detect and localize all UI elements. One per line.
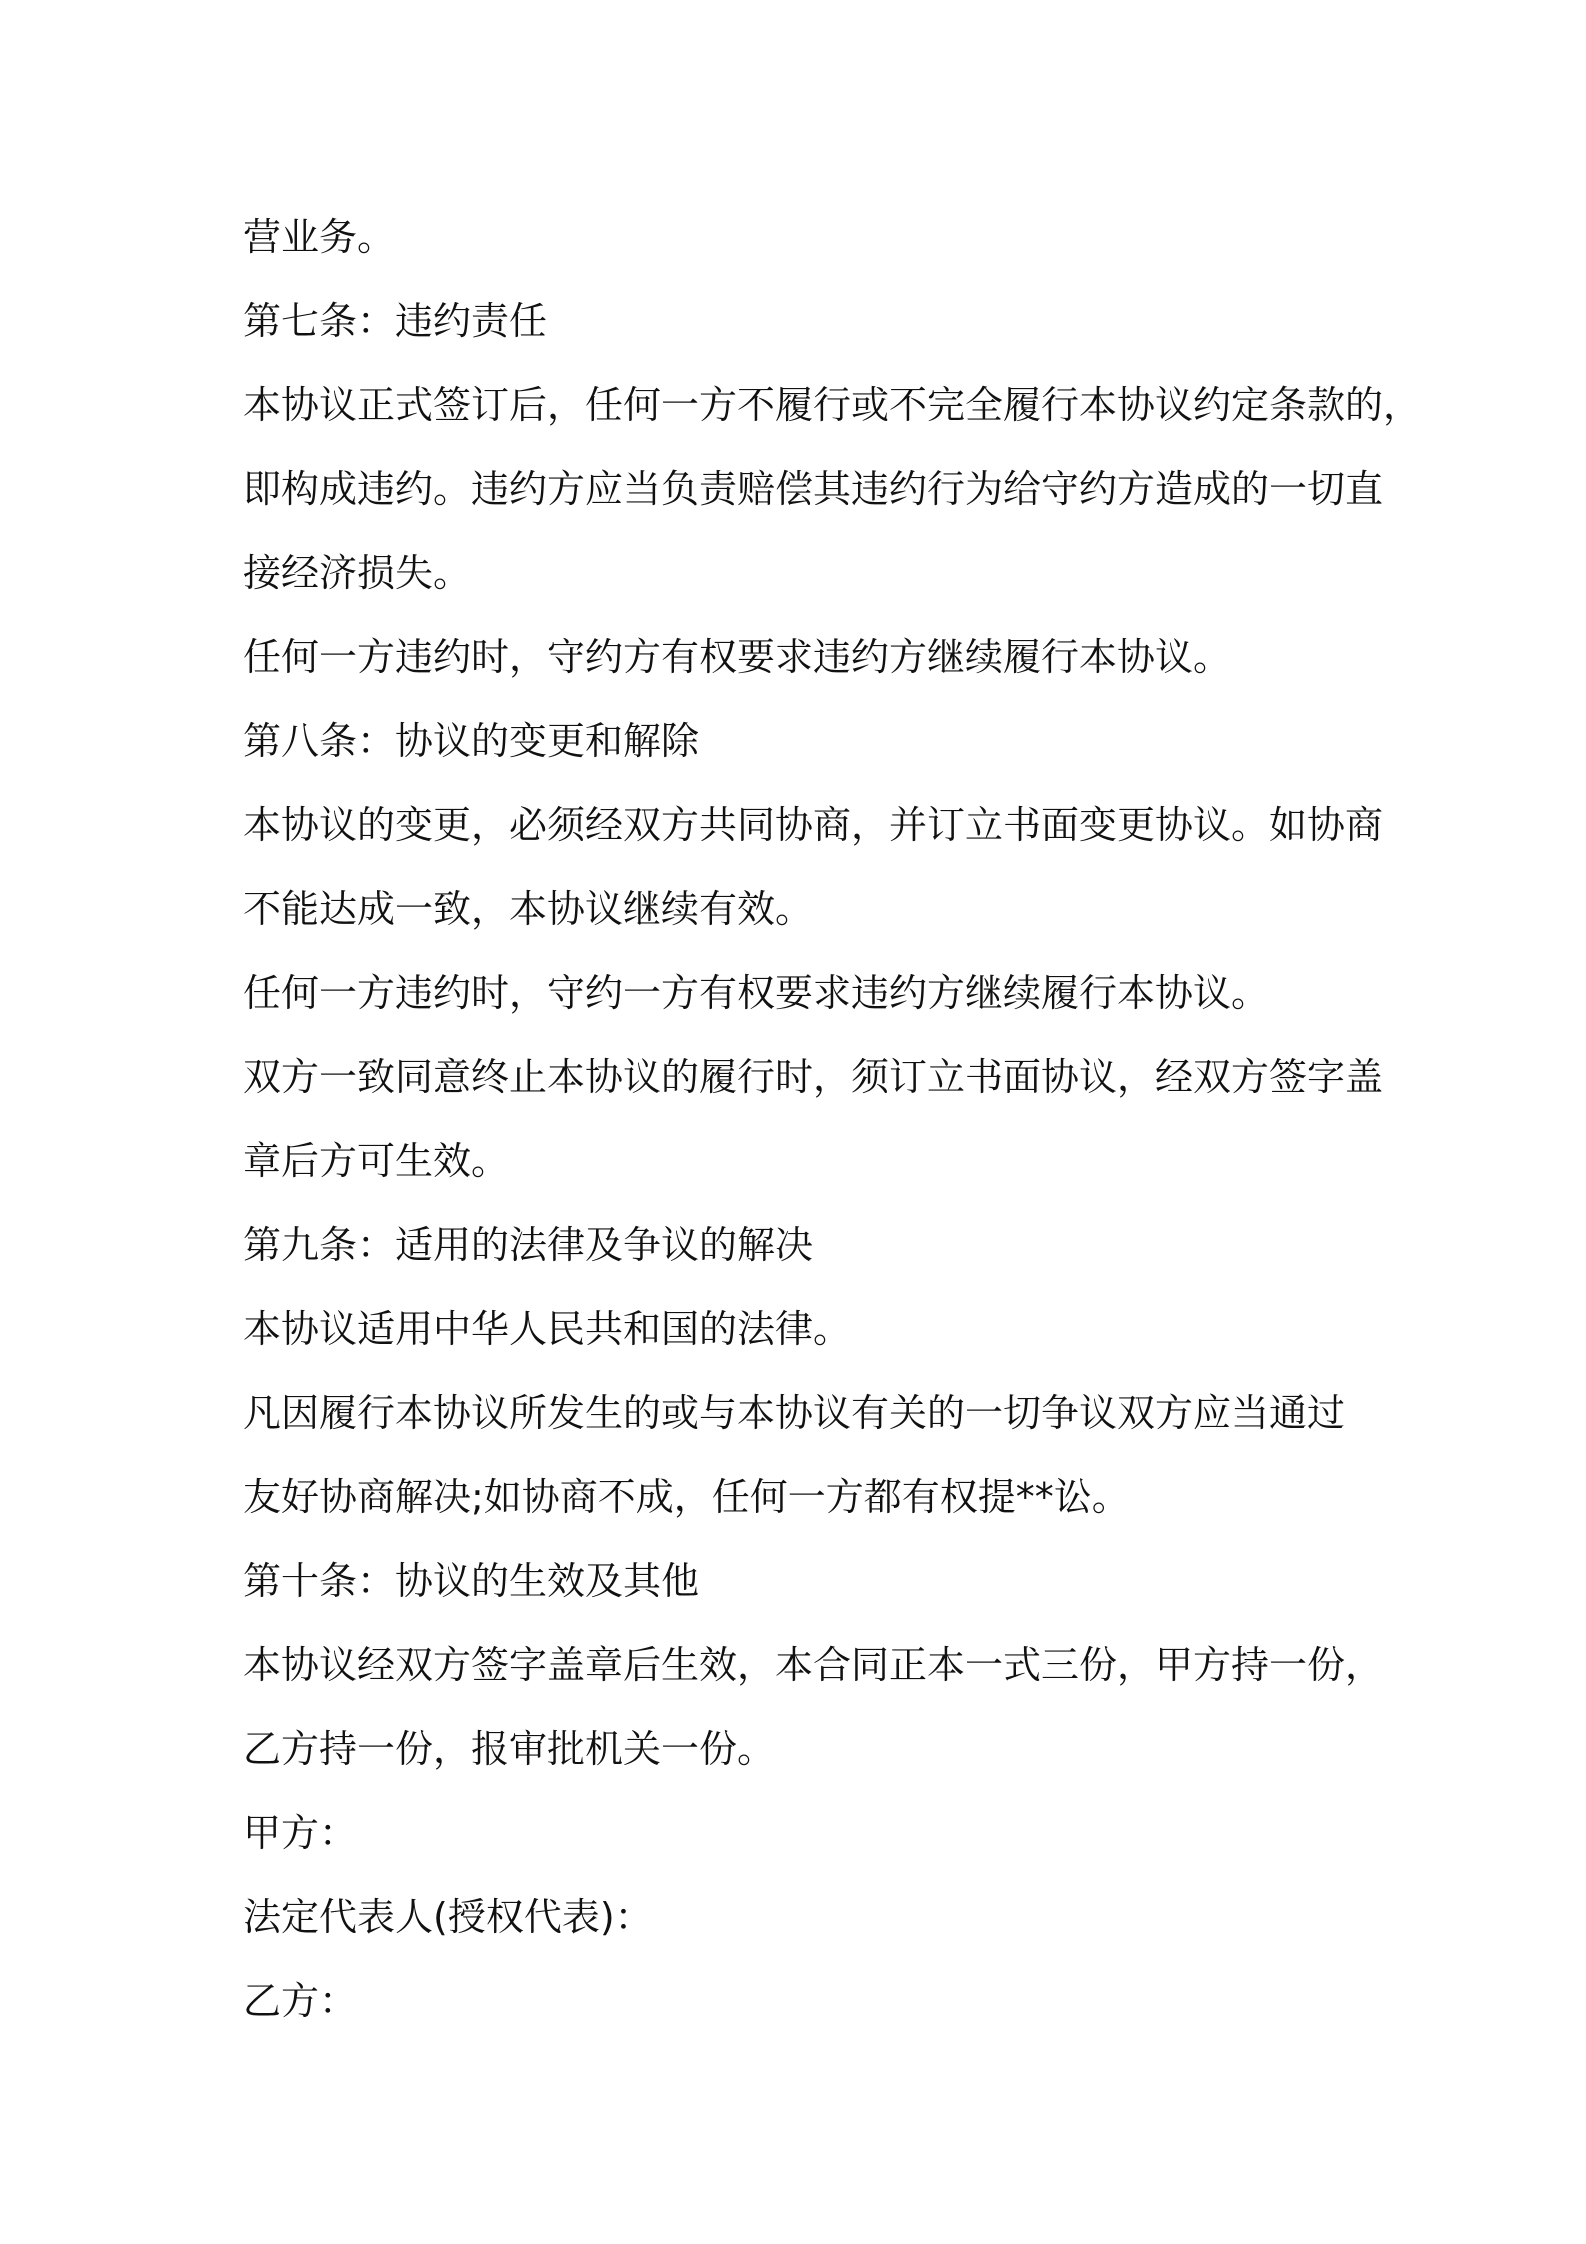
article-heading: 第七条：违约责任: [243, 299, 548, 343]
paragraph-line: 友好协商解决;如协商不成，任何一方都有权提**讼。: [243, 1475, 1130, 1519]
paragraph-line: 本协议适用中华人民共和国的法律。: [243, 1307, 852, 1351]
paragraph-line: 任何一方违约时，守约方有权要求违约方继续履行本协议。: [243, 635, 1232, 679]
legal-representative-label: 法定代表人(授权代表)：: [243, 1895, 653, 1939]
paragraph-line: 凡因履行本协议所发生的或与本协议有关的一切争议双方应当通过: [243, 1391, 1346, 1435]
paragraph-line: 双方一致同意终止本协议的履行时，须订立书面协议，经双方签字盖: [243, 1055, 1384, 1099]
article-heading: 第八条：协议的变更和解除: [243, 719, 700, 763]
paragraph-line: 任何一方违约时，守约一方有权要求违约方继续履行本协议。: [243, 971, 1270, 1015]
paragraph-line: 不能达成一致，本协议继续有效。: [243, 887, 814, 931]
article-heading: 第九条：适用的法律及争议的解决: [243, 1223, 814, 1267]
paragraph-line: 章后方可生效。: [243, 1139, 510, 1183]
paragraph-line: 本协议的变更，必须经双方共同协商，并订立书面变更协议。如协商: [243, 803, 1384, 847]
party-b-label: 乙方：: [243, 1979, 358, 2023]
paragraph-line: 乙方持一份，报审批机关一份。: [243, 1727, 776, 1771]
paragraph-line: 营业务。: [243, 215, 396, 259]
paragraph-line: 本协议正式签订后，任何一方不履行或不完全履行本协议约定条款的，: [243, 383, 1422, 427]
article-heading: 第十条：协议的生效及其他: [243, 1559, 700, 1603]
paragraph-line: 即构成违约。违约方应当负责赔偿其违约行为给守约方造成的一切直: [243, 467, 1384, 511]
document-body: [243, 195, 1422, 2043]
paragraph-line: 接经济损失。: [243, 551, 472, 595]
paragraph-line: 本协议经双方签字盖章后生效，本合同正本一式三份，甲方持一份，: [243, 1643, 1384, 1687]
party-a-label: 甲方：: [243, 1811, 358, 1855]
